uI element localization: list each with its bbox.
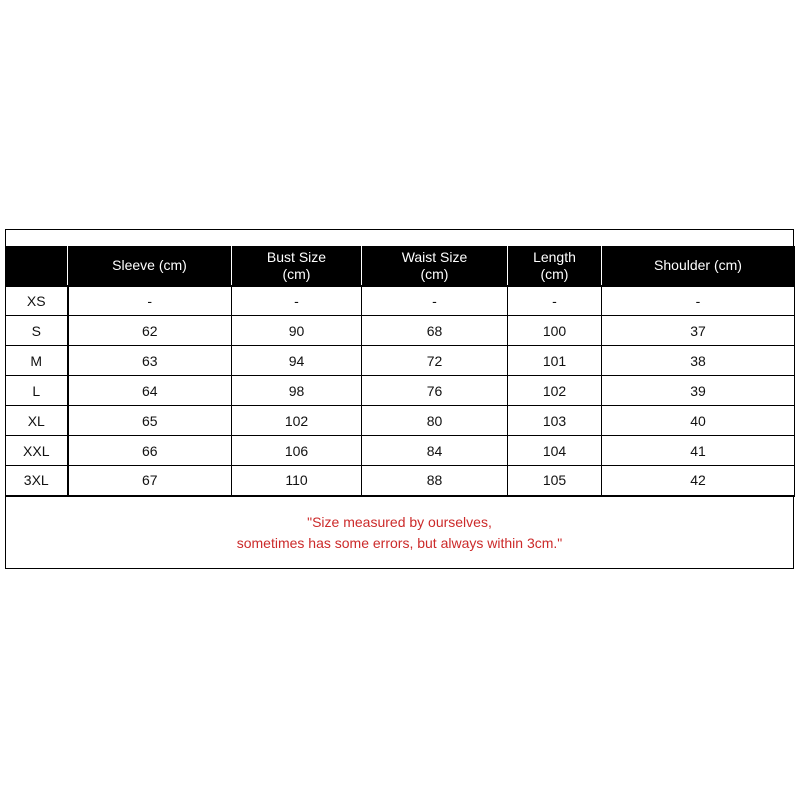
header-waist: Waist Size (cm) <box>362 247 508 286</box>
waist-value: 84 <box>362 436 508 466</box>
table-row <box>6 286 795 316</box>
header-length: Length (cm) <box>508 247 602 286</box>
sleeve-value: 62 <box>68 316 232 346</box>
size-label: XXL <box>6 436 68 466</box>
bust-value: 94 <box>232 346 362 376</box>
sleeve-value: 64 <box>68 376 232 406</box>
table-row <box>6 346 795 376</box>
shoulder-value: 42 <box>602 466 795 496</box>
waist-value: 80 <box>362 406 508 436</box>
length-value: 100 <box>508 316 602 346</box>
waist-value: 72 <box>362 346 508 376</box>
bust-value: 110 <box>232 466 362 496</box>
bust-value: - <box>232 286 362 316</box>
sleeve-value: 65 <box>68 406 232 436</box>
table-row <box>6 466 795 496</box>
header-shoulder: Shoulder (cm) <box>602 247 795 286</box>
size-label: M <box>6 346 68 376</box>
measurement-note <box>5 512 794 554</box>
note-line-1: "Size measured by ourselves, <box>307 514 492 530</box>
table-row <box>6 436 795 466</box>
size-label: XS <box>6 286 68 316</box>
length-value: 103 <box>508 406 602 436</box>
shoulder-value: - <box>602 286 795 316</box>
shoulder-value: 40 <box>602 406 795 436</box>
shoulder-value: 39 <box>602 376 795 406</box>
length-value: 105 <box>508 466 602 496</box>
table-header-row <box>6 247 795 286</box>
length-value: 104 <box>508 436 602 466</box>
note-line-2: sometimes has some errors, but always within 3cm." <box>236 535 563 551</box>
bust-value: 98 <box>232 376 362 406</box>
header-size <box>6 247 68 286</box>
size-label: L <box>6 376 68 406</box>
waist-value: 76 <box>362 376 508 406</box>
bust-value: 102 <box>232 406 362 436</box>
length-value: 101 <box>508 346 602 376</box>
waist-value: 88 <box>362 466 508 496</box>
length-value: - <box>508 286 602 316</box>
bust-value: 90 <box>232 316 362 346</box>
table-row <box>6 376 795 406</box>
header-sleeve: Sleeve (cm) <box>68 247 232 286</box>
bust-value: 106 <box>232 436 362 466</box>
sleeve-value: 66 <box>68 436 232 466</box>
shoulder-value: 37 <box>602 316 795 346</box>
waist-value: 68 <box>362 316 508 346</box>
shoulder-value: 38 <box>602 346 795 376</box>
size-label: S <box>6 316 68 346</box>
length-value: 102 <box>508 376 602 406</box>
shoulder-value: 41 <box>602 436 795 466</box>
size-label: XL <box>6 406 68 436</box>
sleeve-value: 67 <box>68 466 232 496</box>
table-row <box>6 406 795 436</box>
size-chart-table <box>5 246 795 497</box>
sleeve-value: - <box>68 286 232 316</box>
sleeve-value: 63 <box>68 346 232 376</box>
size-label: 3XL <box>6 466 68 496</box>
header-bust: Bust Size (cm) <box>232 247 362 286</box>
table-row <box>6 316 795 346</box>
waist-value: - <box>362 286 508 316</box>
